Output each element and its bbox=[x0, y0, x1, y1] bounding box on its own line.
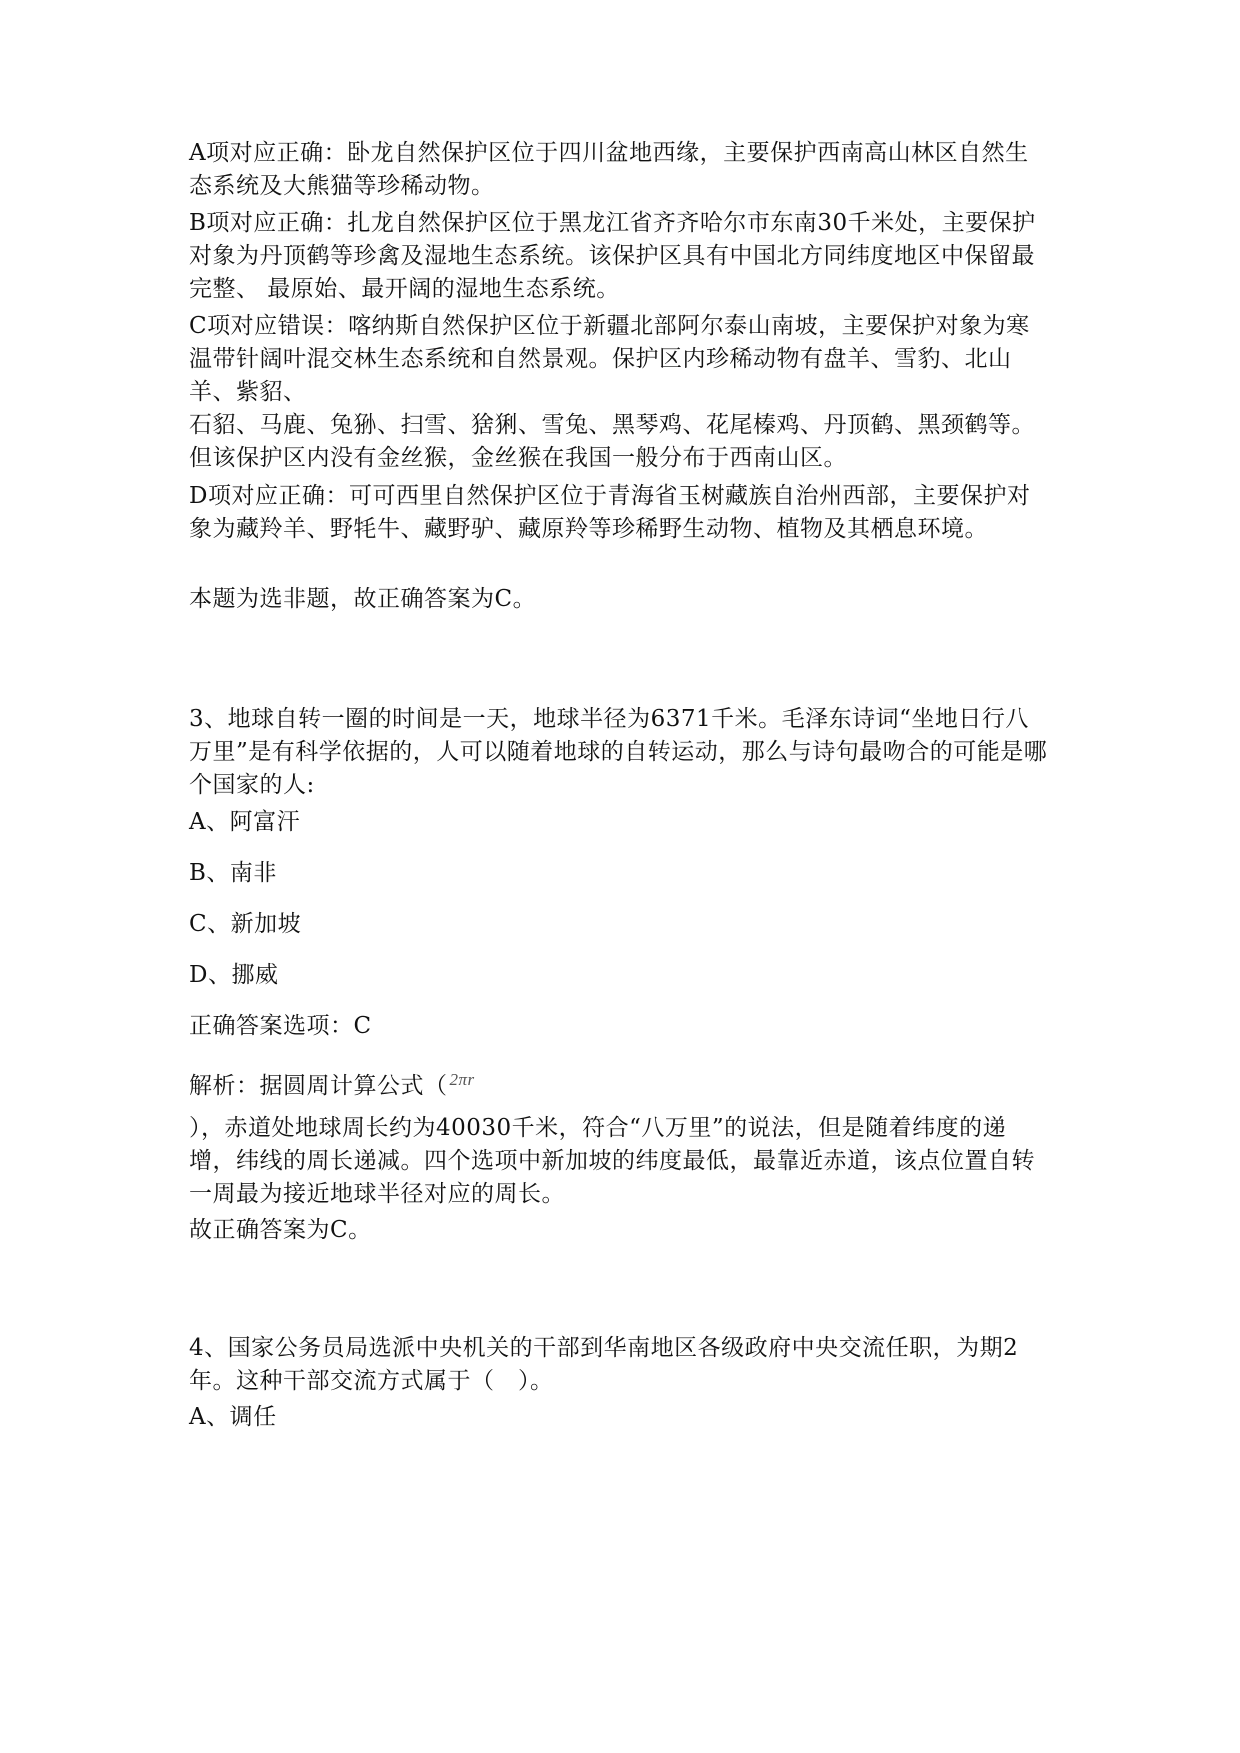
explanation-option-d: D项对应正确：可可西里自然保护区位于青海省玉树藏族自治州西部，主要保护对象为藏羚羊、野牦牛、藏野驴、藏原羚等珍稀野生动物、植物及其栖息环境。 bbox=[189, 483, 1031, 542]
question-3-analysis-heading bbox=[189, 1063, 1049, 1103]
explanation-conclusion: 本题为选非题，故正确答案为C。 bbox=[189, 586, 537, 612]
question-3-option-d: D、挪威 bbox=[189, 962, 279, 988]
question-3-analysis-body: ），赤道处地球周长约为40030千米，符合“八万里”的说法，但是随着纬度的递增，纬线的周长递减。四个选项中新加坡的纬度最低，最靠近赤道，该点位置自转一周最为接近地球半径对应的周长。 bbox=[189, 1115, 1035, 1207]
question-4-option-a: A、调任 bbox=[189, 1404, 277, 1430]
analysis-prefix: 解析：据圆周计算公式（ bbox=[189, 1073, 448, 1099]
question-3-conclusion: 故正确答案为C。 bbox=[189, 1217, 372, 1243]
explanation-option-c-line1: C项对应错误：喀纳斯自然保护区位于新疆北部阿尔泰山南坡，主要保护对象为寒温带针阔叶混交林生态系统和自然景观。保护区内珍稀动物有盘羊、雪豹、北山羊、紫貂、 bbox=[189, 313, 1030, 405]
circumference-formula: 2πr bbox=[449, 1070, 475, 1089]
question-3-option-a: A、阿富汗 bbox=[189, 809, 301, 835]
explanation-option-a: A项对应正确：卧龙自然保护区位于四川盆地西缘，主要保护西南高山林区自然生态系统及大熊猫等珍稀动物。 bbox=[189, 140, 1029, 199]
explanation-option-c-line2: 石貂、马鹿、兔狲、扫雪、猞猁、雪兔、黑琴鸡、花尾榛鸡、丹顶鹤、黑颈鹤等。但该保护区内没有金丝猴，金丝猴在我国一般分布于西南山区。 bbox=[189, 412, 1035, 471]
explanation-option-b: B项对应正确：扎龙自然保护区位于黑龙江省齐齐哈尔市东南30千米处，主要保护对象为丹顶鹤等珍禽及湿地生态系统。该保护区具有中国北方同纬度地区中保留最完整、 最原始、最开阔的湿地生态系统。 bbox=[189, 210, 1036, 302]
question-4-stem: 4、国家公务员局选派中央机关的干部到华南地区各级政府中央交流任职，为期2年。这种干部交流方式属于（ ）。 bbox=[189, 1335, 1019, 1394]
question-3-stem: 3、地球自转一圈的时间是一天，地球半径为6371千米。毛泽东诗词“坐地日行八万里”是有科学依据的，人可以随着地球的自转运动，那么与诗句最吻合的可能是哪个国家的人: bbox=[189, 706, 1048, 798]
question-3-option-b: B、南非 bbox=[189, 860, 277, 886]
question-3-answer: 正确答案选项：C bbox=[189, 1013, 372, 1039]
question-3-option-c: C、新加坡 bbox=[189, 911, 302, 937]
